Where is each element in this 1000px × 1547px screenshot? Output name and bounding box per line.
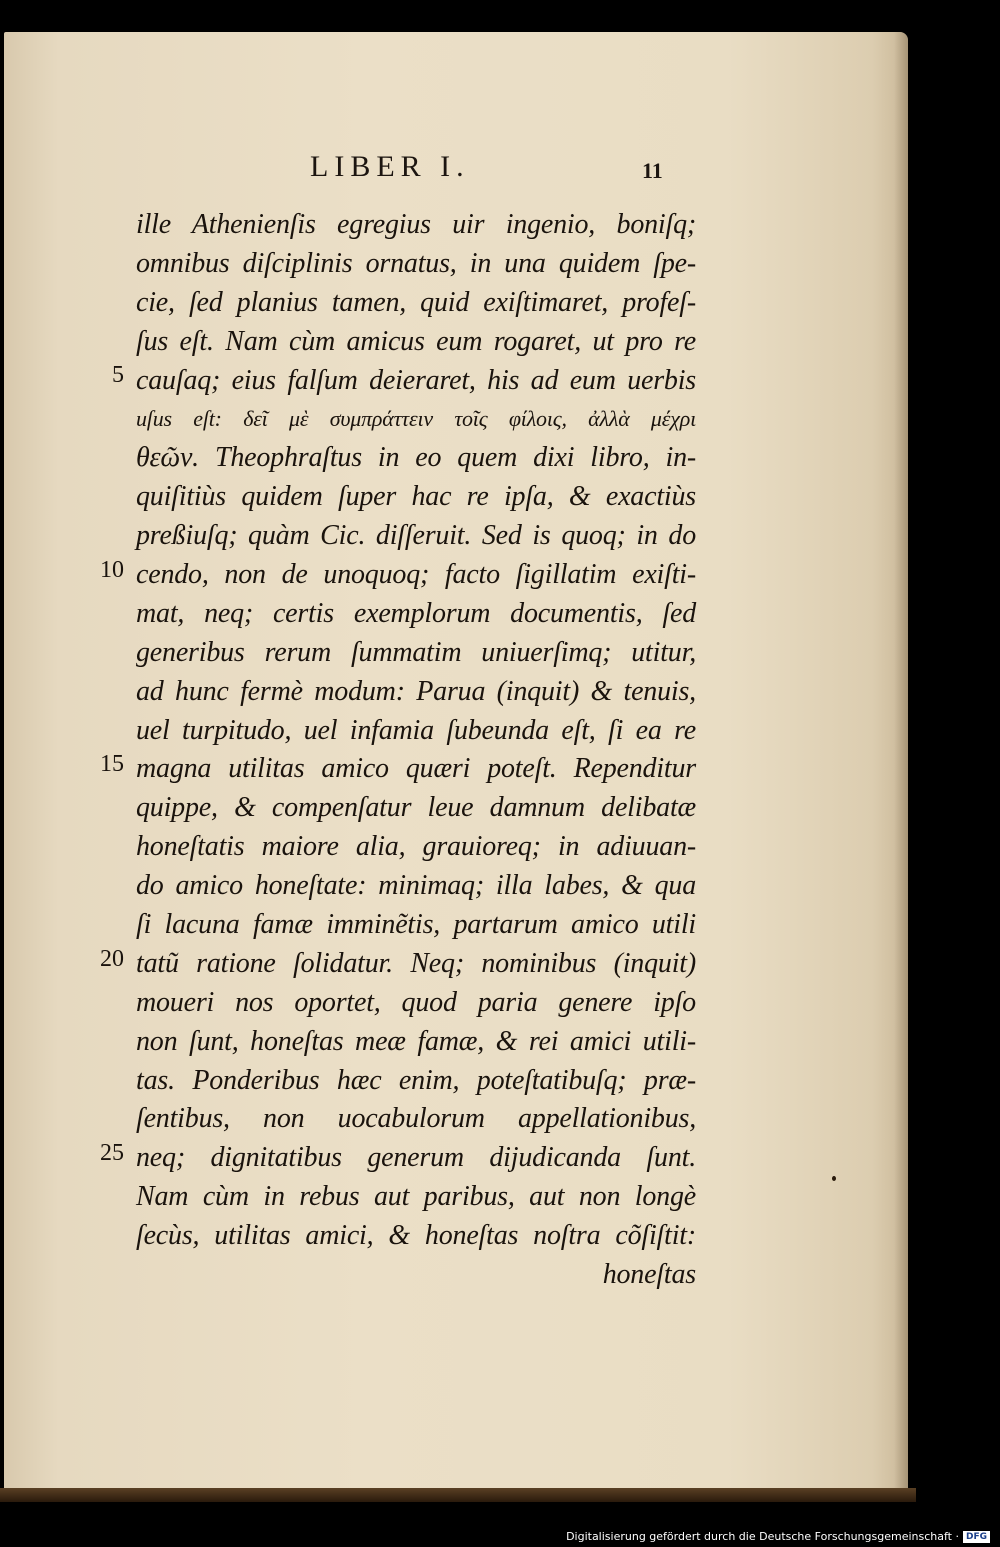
text-line: quippe, & compenſatur leue damnum delibatæ bbox=[136, 792, 696, 824]
digitization-footer bbox=[566, 1530, 990, 1543]
footer-text: Digitalisierung gefördert durch die Deutsche Forschungsgemeinschaft · bbox=[566, 1530, 959, 1543]
text-line: ſi lacuna famæ imminẽtis, partarum amico utili bbox=[136, 909, 696, 941]
text-line: ille Athenienſis egregius uir ingenio, boniſq; bbox=[136, 209, 696, 240]
text-line: ſecùs, utilitas amici, & honeſtas noſtra cõſiſtit: bbox=[136, 1220, 696, 1252]
text-line: generibus rerum ſummatim uniuerſimq; utitur, bbox=[136, 636, 696, 668]
text-line: mat, neq; certis exemplorum documentis, ſed bbox=[136, 597, 696, 629]
text-line: cie, ſed planius tamen, quid exiſtimaret, profeſ- bbox=[136, 286, 696, 318]
text-line: ſus eſt. Nam cùm amicus eum rogaret, ut pro re bbox=[136, 325, 696, 357]
text-line: ad hunc fermè modum: Parua (inquit) & tenuis, bbox=[136, 675, 696, 707]
text-line: preßiuſq; quàm Cic. diſſeruit. Sed is quoq; in do bbox=[136, 520, 696, 552]
text-line: honeſtatis maiore alia, grauioreq; in adiuuan- bbox=[136, 831, 696, 863]
text-line: tatũ ratione ſolidatur. Neq; nominibus (inquit) bbox=[136, 947, 696, 979]
book-bottom-edge bbox=[0, 1488, 916, 1502]
text-line: cauſaq; eius falſum deieraret, his ad eum uerbis bbox=[136, 364, 696, 396]
catchword: honeſtas bbox=[602, 1259, 696, 1291]
ink-speck bbox=[832, 1176, 836, 1181]
text-line: magna utilitas amico quæri poteſt. Rependitur bbox=[136, 753, 696, 785]
text-line: tas. Ponderibus hæc enim, poteſtatibuſq; præ- bbox=[136, 1064, 696, 1096]
text-line: quiſitiùs quidem ſuper hac re ipſa, & exactiùs bbox=[136, 481, 696, 513]
text-line: θεῶν. Theophraſtus in eo quem dixi libro, in- bbox=[136, 442, 696, 474]
running-title: LIBER I. bbox=[310, 150, 470, 183]
body-text bbox=[136, 206, 696, 1295]
text-line: uſus eſt: δεῖ μὲ συμπράττειν τοῖς φίλοις, ἀλλὰ μέχρι bbox=[136, 406, 696, 432]
folio-number: 11 bbox=[642, 158, 663, 183]
text-line: moueri nos oportet, quod paria genere ipſo bbox=[136, 986, 696, 1018]
line-number-20: 20 bbox=[100, 946, 124, 972]
line-number-10: 10 bbox=[100, 557, 124, 583]
text-line: do amico honeſtate: minimaq; illa labes, & qua bbox=[136, 870, 696, 902]
line-number-25: 25 bbox=[100, 1140, 124, 1166]
text-line: neq; dignitatibus generum dijudicanda ſunt. bbox=[136, 1142, 696, 1174]
page-edge-shading bbox=[894, 32, 908, 1494]
dfg-logo: DFG bbox=[963, 1531, 990, 1543]
text-line: uel turpitudo, uel infamia ſubeunda eſt, ſi ea re bbox=[136, 714, 696, 746]
text-line: ſentibus, non uocabulorum appellationibus, bbox=[136, 1103, 696, 1135]
text-line: non ſunt, honeſtas meæ famæ, & rei amici utili- bbox=[136, 1025, 696, 1057]
text-line: cendo, non de unoquoq; facto ſigillatim exiſti- bbox=[136, 559, 696, 591]
line-number-5: 5 bbox=[112, 362, 124, 388]
line-number-15: 15 bbox=[100, 751, 124, 777]
text-line: Nam cùm in rebus aut paribus, aut non longè bbox=[136, 1181, 696, 1213]
text-line: omnibus diſciplinis ornatus, in una quidem ſpe- bbox=[136, 247, 696, 279]
